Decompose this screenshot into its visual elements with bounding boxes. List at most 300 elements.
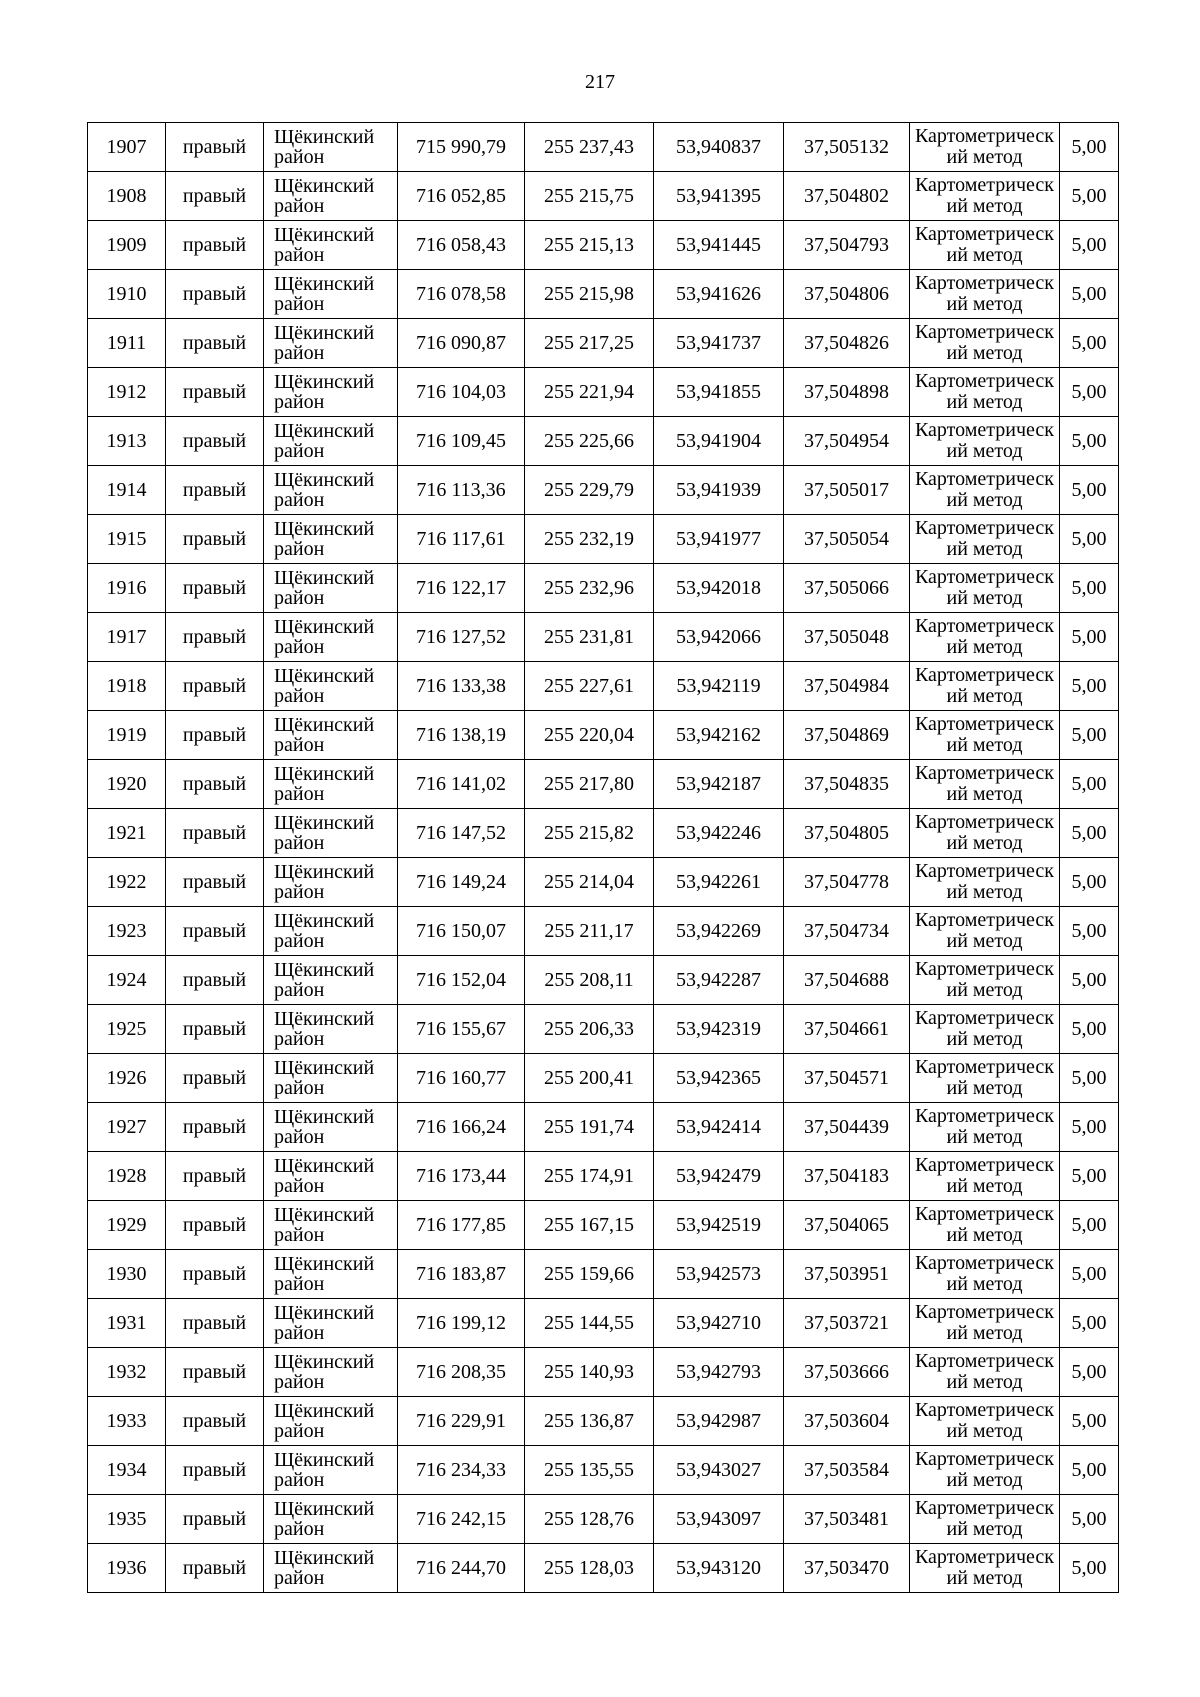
longitude-cell: 37,503721 <box>784 1299 910 1348</box>
bank-side-cell: правый <box>166 319 264 368</box>
bank-side-cell: правый <box>166 1054 264 1103</box>
longitude-cell: 37,503951 <box>784 1250 910 1299</box>
y-coordinate-cell: 255 229,79 <box>525 466 654 515</box>
district-cell: Щёкинский район <box>264 417 398 466</box>
point-number-cell: 1930 <box>88 1250 166 1299</box>
point-number-cell: 1907 <box>88 123 166 172</box>
bank-side-cell: правый <box>166 1201 264 1250</box>
longitude-cell: 37,504984 <box>784 662 910 711</box>
accuracy-cell: 5,00 <box>1060 515 1119 564</box>
method-cell: Картометрическ ий метод <box>910 1348 1060 1397</box>
x-coordinate-cell: 716 138,19 <box>398 711 525 760</box>
district-cell: Щёкинский район <box>264 1495 398 1544</box>
accuracy-cell: 5,00 <box>1060 1299 1119 1348</box>
bank-side-cell: правый <box>166 711 264 760</box>
x-coordinate-cell: 716 155,67 <box>398 1005 525 1054</box>
latitude-cell: 53,942414 <box>654 1103 784 1152</box>
x-coordinate-cell: 716 117,61 <box>398 515 525 564</box>
bank-side-cell: правый <box>166 1446 264 1495</box>
method-cell: Картометрическ ий метод <box>910 1495 1060 1544</box>
y-coordinate-cell: 255 225,66 <box>525 417 654 466</box>
point-number-cell: 1908 <box>88 172 166 221</box>
latitude-cell: 53,942319 <box>654 1005 784 1054</box>
longitude-cell: 37,504688 <box>784 956 910 1005</box>
y-coordinate-cell: 255 215,75 <box>525 172 654 221</box>
method-cell: Картометрическ ий метод <box>910 123 1060 172</box>
district-cell: Щёкинский район <box>264 368 398 417</box>
district-cell: Щёкинский район <box>264 956 398 1005</box>
point-number-cell: 1912 <box>88 368 166 417</box>
accuracy-cell: 5,00 <box>1060 221 1119 270</box>
point-number-cell: 1926 <box>88 1054 166 1103</box>
longitude-cell: 37,504065 <box>784 1201 910 1250</box>
bank-side-cell: правый <box>166 1299 264 1348</box>
method-cell: Картометрическ ий метод <box>910 564 1060 613</box>
x-coordinate-cell: 716 058,43 <box>398 221 525 270</box>
bank-side-cell: правый <box>166 1103 264 1152</box>
accuracy-cell: 5,00 <box>1060 368 1119 417</box>
x-coordinate-cell: 715 990,79 <box>398 123 525 172</box>
bank-side-cell: правый <box>166 1005 264 1054</box>
method-cell: Картометрическ ий метод <box>910 1103 1060 1152</box>
point-number-cell: 1920 <box>88 760 166 809</box>
bank-side-cell: правый <box>166 907 264 956</box>
accuracy-cell: 5,00 <box>1060 907 1119 956</box>
district-cell: Щёкинский район <box>264 1250 398 1299</box>
y-coordinate-cell: 255 221,94 <box>525 368 654 417</box>
method-cell: Картометрическ ий метод <box>910 809 1060 858</box>
method-cell: Картометрическ ий метод <box>910 1299 1060 1348</box>
table-row <box>88 613 1119 662</box>
point-number-cell: 1924 <box>88 956 166 1005</box>
method-cell: Картометрическ ий метод <box>910 368 1060 417</box>
latitude-cell: 53,941445 <box>654 221 784 270</box>
y-coordinate-cell: 255 206,33 <box>525 1005 654 1054</box>
x-coordinate-cell: 716 160,77 <box>398 1054 525 1103</box>
point-number-cell: 1911 <box>88 319 166 368</box>
table-body <box>88 123 1119 1593</box>
method-cell: Картометрическ ий метод <box>910 172 1060 221</box>
longitude-cell: 37,504826 <box>784 319 910 368</box>
latitude-cell: 53,941855 <box>654 368 784 417</box>
bank-side-cell: правый <box>166 1495 264 1544</box>
y-coordinate-cell: 255 237,43 <box>525 123 654 172</box>
point-number-cell: 1927 <box>88 1103 166 1152</box>
bank-side-cell: правый <box>166 662 264 711</box>
district-cell: Щёкинский район <box>264 466 398 515</box>
point-number-cell: 1919 <box>88 711 166 760</box>
district-cell: Щёкинский район <box>264 809 398 858</box>
x-coordinate-cell: 716 177,85 <box>398 1201 525 1250</box>
latitude-cell: 53,942187 <box>654 760 784 809</box>
method-cell: Картометрическ ий метод <box>910 417 1060 466</box>
district-cell: Щёкинский район <box>264 858 398 907</box>
point-number-cell: 1923 <box>88 907 166 956</box>
accuracy-cell: 5,00 <box>1060 1544 1119 1593</box>
x-coordinate-cell: 716 127,52 <box>398 613 525 662</box>
bank-side-cell: правый <box>166 809 264 858</box>
accuracy-cell: 5,00 <box>1060 1495 1119 1544</box>
point-number-cell: 1914 <box>88 466 166 515</box>
district-cell: Щёкинский район <box>264 123 398 172</box>
x-coordinate-cell: 716 199,12 <box>398 1299 525 1348</box>
longitude-cell: 37,503481 <box>784 1495 910 1544</box>
point-number-cell: 1915 <box>88 515 166 564</box>
point-number-cell: 1936 <box>88 1544 166 1593</box>
accuracy-cell: 5,00 <box>1060 123 1119 172</box>
district-cell: Щёкинский район <box>264 1544 398 1593</box>
y-coordinate-cell: 255 159,66 <box>525 1250 654 1299</box>
bank-side-cell: правый <box>166 172 264 221</box>
table-row <box>88 172 1119 221</box>
accuracy-cell: 5,00 <box>1060 172 1119 221</box>
y-coordinate-cell: 255 211,17 <box>525 907 654 956</box>
y-coordinate-cell: 255 232,19 <box>525 515 654 564</box>
method-cell: Картометрическ ий метод <box>910 1397 1060 1446</box>
table-row <box>88 319 1119 368</box>
bank-side-cell: правый <box>166 466 264 515</box>
latitude-cell: 53,942710 <box>654 1299 784 1348</box>
district-cell: Щёкинский район <box>264 515 398 564</box>
table-row <box>88 466 1119 515</box>
accuracy-cell: 5,00 <box>1060 564 1119 613</box>
district-cell: Щёкинский район <box>264 564 398 613</box>
method-cell: Картометрическ ий метод <box>910 1054 1060 1103</box>
method-cell: Картометрическ ий метод <box>910 1544 1060 1593</box>
longitude-cell: 37,505048 <box>784 613 910 662</box>
x-coordinate-cell: 716 166,24 <box>398 1103 525 1152</box>
longitude-cell: 37,504835 <box>784 760 910 809</box>
accuracy-cell: 5,00 <box>1060 1152 1119 1201</box>
accuracy-cell: 5,00 <box>1060 662 1119 711</box>
y-coordinate-cell: 255 140,93 <box>525 1348 654 1397</box>
table-row <box>88 1544 1119 1593</box>
longitude-cell: 37,504571 <box>784 1054 910 1103</box>
accuracy-cell: 5,00 <box>1060 809 1119 858</box>
x-coordinate-cell: 716 090,87 <box>398 319 525 368</box>
district-cell: Щёкинский район <box>264 221 398 270</box>
x-coordinate-cell: 716 244,70 <box>398 1544 525 1593</box>
bank-side-cell: правый <box>166 1152 264 1201</box>
longitude-cell: 37,504661 <box>784 1005 910 1054</box>
latitude-cell: 53,941395 <box>654 172 784 221</box>
x-coordinate-cell: 716 183,87 <box>398 1250 525 1299</box>
y-coordinate-cell: 255 231,81 <box>525 613 654 662</box>
latitude-cell: 53,941904 <box>654 417 784 466</box>
table-row <box>88 662 1119 711</box>
longitude-cell: 37,505017 <box>784 466 910 515</box>
table-row <box>88 270 1119 319</box>
bank-side-cell: правый <box>166 760 264 809</box>
table-row <box>88 760 1119 809</box>
method-cell: Картометрическ ий метод <box>910 1005 1060 1054</box>
x-coordinate-cell: 716 133,38 <box>398 662 525 711</box>
latitude-cell: 53,942066 <box>654 613 784 662</box>
point-number-cell: 1916 <box>88 564 166 613</box>
table-row <box>88 368 1119 417</box>
table-row <box>88 1397 1119 1446</box>
bank-side-cell: правый <box>166 515 264 564</box>
method-cell: Картометрическ ий метод <box>910 711 1060 760</box>
district-cell: Щёкинский район <box>264 907 398 956</box>
latitude-cell: 53,942519 <box>654 1201 784 1250</box>
accuracy-cell: 5,00 <box>1060 956 1119 1005</box>
longitude-cell: 37,503584 <box>784 1446 910 1495</box>
longitude-cell: 37,504954 <box>784 417 910 466</box>
accuracy-cell: 5,00 <box>1060 858 1119 907</box>
bank-side-cell: правый <box>166 613 264 662</box>
latitude-cell: 53,941737 <box>654 319 784 368</box>
district-cell: Щёкинский район <box>264 1348 398 1397</box>
longitude-cell: 37,503470 <box>784 1544 910 1593</box>
method-cell: Картометрическ ий метод <box>910 221 1060 270</box>
point-number-cell: 1933 <box>88 1397 166 1446</box>
latitude-cell: 53,940837 <box>654 123 784 172</box>
district-cell: Щёкинский район <box>264 1054 398 1103</box>
longitude-cell: 37,504898 <box>784 368 910 417</box>
table-row <box>88 123 1119 172</box>
latitude-cell: 53,941939 <box>654 466 784 515</box>
x-coordinate-cell: 716 149,24 <box>398 858 525 907</box>
point-number-cell: 1910 <box>88 270 166 319</box>
longitude-cell: 37,504869 <box>784 711 910 760</box>
point-number-cell: 1931 <box>88 1299 166 1348</box>
bank-side-cell: правый <box>166 1544 264 1593</box>
accuracy-cell: 5,00 <box>1060 711 1119 760</box>
table-row <box>88 1299 1119 1348</box>
method-cell: Картометрическ ий метод <box>910 613 1060 662</box>
longitude-cell: 37,504734 <box>784 907 910 956</box>
y-coordinate-cell: 255 144,55 <box>525 1299 654 1348</box>
longitude-cell: 37,504805 <box>784 809 910 858</box>
bank-side-cell: правый <box>166 1348 264 1397</box>
method-cell: Картометрическ ий метод <box>910 907 1060 956</box>
y-coordinate-cell: 255 215,82 <box>525 809 654 858</box>
x-coordinate-cell: 716 242,15 <box>398 1495 525 1544</box>
latitude-cell: 53,942479 <box>654 1152 784 1201</box>
district-cell: Щёкинский район <box>264 319 398 368</box>
method-cell: Картометрическ ий метод <box>910 1446 1060 1495</box>
accuracy-cell: 5,00 <box>1060 417 1119 466</box>
point-number-cell: 1932 <box>88 1348 166 1397</box>
accuracy-cell: 5,00 <box>1060 1201 1119 1250</box>
y-coordinate-cell: 255 200,41 <box>525 1054 654 1103</box>
latitude-cell: 53,942018 <box>654 564 784 613</box>
bank-side-cell: правый <box>166 368 264 417</box>
latitude-cell: 53,942261 <box>654 858 784 907</box>
table-row <box>88 907 1119 956</box>
district-cell: Щёкинский район <box>264 270 398 319</box>
x-coordinate-cell: 716 104,03 <box>398 368 525 417</box>
method-cell: Картометрическ ий метод <box>910 319 1060 368</box>
x-coordinate-cell: 716 147,52 <box>398 809 525 858</box>
table-row <box>88 1152 1119 1201</box>
latitude-cell: 53,942119 <box>654 662 784 711</box>
accuracy-cell: 5,00 <box>1060 466 1119 515</box>
point-number-cell: 1925 <box>88 1005 166 1054</box>
accuracy-cell: 5,00 <box>1060 760 1119 809</box>
point-number-cell: 1921 <box>88 809 166 858</box>
latitude-cell: 53,942573 <box>654 1250 784 1299</box>
latitude-cell: 53,942987 <box>654 1397 784 1446</box>
district-cell: Щёкинский район <box>264 1446 398 1495</box>
y-coordinate-cell: 255 208,11 <box>525 956 654 1005</box>
coordinates-table <box>87 122 1119 1593</box>
table-row <box>88 1005 1119 1054</box>
point-number-cell: 1928 <box>88 1152 166 1201</box>
x-coordinate-cell: 716 208,35 <box>398 1348 525 1397</box>
longitude-cell: 37,504802 <box>784 172 910 221</box>
table-row <box>88 564 1119 613</box>
y-coordinate-cell: 255 217,25 <box>525 319 654 368</box>
latitude-cell: 53,942365 <box>654 1054 784 1103</box>
longitude-cell: 37,503666 <box>784 1348 910 1397</box>
bank-side-cell: правый <box>166 564 264 613</box>
longitude-cell: 37,504793 <box>784 221 910 270</box>
y-coordinate-cell: 255 128,03 <box>525 1544 654 1593</box>
method-cell: Картометрическ ий метод <box>910 1250 1060 1299</box>
bank-side-cell: правый <box>166 221 264 270</box>
latitude-cell: 53,941626 <box>654 270 784 319</box>
x-coordinate-cell: 716 173,44 <box>398 1152 525 1201</box>
accuracy-cell: 5,00 <box>1060 1250 1119 1299</box>
latitude-cell: 53,942287 <box>654 956 784 1005</box>
accuracy-cell: 5,00 <box>1060 1103 1119 1152</box>
accuracy-cell: 5,00 <box>1060 1054 1119 1103</box>
table-row <box>88 1103 1119 1152</box>
y-coordinate-cell: 255 214,04 <box>525 858 654 907</box>
point-number-cell: 1917 <box>88 613 166 662</box>
accuracy-cell: 5,00 <box>1060 319 1119 368</box>
district-cell: Щёкинский район <box>264 1005 398 1054</box>
latitude-cell: 53,942246 <box>654 809 784 858</box>
longitude-cell: 37,504183 <box>784 1152 910 1201</box>
table-row <box>88 1054 1119 1103</box>
x-coordinate-cell: 716 229,91 <box>398 1397 525 1446</box>
bank-side-cell: правый <box>166 858 264 907</box>
method-cell: Картометрическ ий метод <box>910 515 1060 564</box>
y-coordinate-cell: 255 167,15 <box>525 1201 654 1250</box>
longitude-cell: 37,505054 <box>784 515 910 564</box>
method-cell: Картометрическ ий метод <box>910 270 1060 319</box>
bank-side-cell: правый <box>166 417 264 466</box>
method-cell: Картометрическ ий метод <box>910 956 1060 1005</box>
y-coordinate-cell: 255 128,76 <box>525 1495 654 1544</box>
x-coordinate-cell: 716 109,45 <box>398 417 525 466</box>
y-coordinate-cell: 255 227,61 <box>525 662 654 711</box>
accuracy-cell: 5,00 <box>1060 1446 1119 1495</box>
y-coordinate-cell: 255 215,98 <box>525 270 654 319</box>
x-coordinate-cell: 716 234,33 <box>398 1446 525 1495</box>
bank-side-cell: правый <box>166 1397 264 1446</box>
table-row <box>88 1348 1119 1397</box>
page-number: 217 <box>585 71 615 93</box>
district-cell: Щёкинский район <box>264 1201 398 1250</box>
x-coordinate-cell: 716 150,07 <box>398 907 525 956</box>
method-cell: Картометрическ ий метод <box>910 1152 1060 1201</box>
point-number-cell: 1929 <box>88 1201 166 1250</box>
district-cell: Щёкинский район <box>264 711 398 760</box>
point-number-cell: 1922 <box>88 858 166 907</box>
district-cell: Щёкинский район <box>264 1299 398 1348</box>
table-row <box>88 1446 1119 1495</box>
table-row <box>88 711 1119 760</box>
point-number-cell: 1918 <box>88 662 166 711</box>
y-coordinate-cell: 255 232,96 <box>525 564 654 613</box>
point-number-cell: 1935 <box>88 1495 166 1544</box>
y-coordinate-cell: 255 135,55 <box>525 1446 654 1495</box>
method-cell: Картометрическ ий метод <box>910 1201 1060 1250</box>
district-cell: Щёкинский район <box>264 662 398 711</box>
bank-side-cell: правый <box>166 123 264 172</box>
accuracy-cell: 5,00 <box>1060 1397 1119 1446</box>
point-number-cell: 1934 <box>88 1446 166 1495</box>
method-cell: Картометрическ ий метод <box>910 858 1060 907</box>
longitude-cell: 37,504778 <box>784 858 910 907</box>
y-coordinate-cell: 255 215,13 <box>525 221 654 270</box>
table-row <box>88 1250 1119 1299</box>
x-coordinate-cell: 716 078,58 <box>398 270 525 319</box>
table-row <box>88 515 1119 564</box>
y-coordinate-cell: 255 136,87 <box>525 1397 654 1446</box>
accuracy-cell: 5,00 <box>1060 270 1119 319</box>
latitude-cell: 53,943097 <box>654 1495 784 1544</box>
table-row <box>88 1201 1119 1250</box>
y-coordinate-cell: 255 217,80 <box>525 760 654 809</box>
x-coordinate-cell: 716 113,36 <box>398 466 525 515</box>
method-cell: Картометрическ ий метод <box>910 760 1060 809</box>
table-row <box>88 956 1119 1005</box>
x-coordinate-cell: 716 152,04 <box>398 956 525 1005</box>
x-coordinate-cell: 716 141,02 <box>398 760 525 809</box>
district-cell: Щёкинский район <box>264 760 398 809</box>
district-cell: Щёкинский район <box>264 1103 398 1152</box>
y-coordinate-cell: 255 191,74 <box>525 1103 654 1152</box>
accuracy-cell: 5,00 <box>1060 1348 1119 1397</box>
latitude-cell: 53,942793 <box>654 1348 784 1397</box>
x-coordinate-cell: 716 052,85 <box>398 172 525 221</box>
latitude-cell: 53,942269 <box>654 907 784 956</box>
longitude-cell: 37,505132 <box>784 123 910 172</box>
table-row <box>88 858 1119 907</box>
point-number-cell: 1913 <box>88 417 166 466</box>
bank-side-cell: правый <box>166 956 264 1005</box>
longitude-cell: 37,505066 <box>784 564 910 613</box>
bank-side-cell: правый <box>166 1250 264 1299</box>
bank-side-cell: правый <box>166 270 264 319</box>
x-coordinate-cell: 716 122,17 <box>398 564 525 613</box>
latitude-cell: 53,942162 <box>654 711 784 760</box>
method-cell: Картометрическ ий метод <box>910 662 1060 711</box>
longitude-cell: 37,503604 <box>784 1397 910 1446</box>
latitude-cell: 53,941977 <box>654 515 784 564</box>
district-cell: Щёкинский район <box>264 1397 398 1446</box>
table-row <box>88 809 1119 858</box>
point-number-cell: 1909 <box>88 221 166 270</box>
accuracy-cell: 5,00 <box>1060 613 1119 662</box>
y-coordinate-cell: 255 220,04 <box>525 711 654 760</box>
district-cell: Щёкинский район <box>264 172 398 221</box>
y-coordinate-cell: 255 174,91 <box>525 1152 654 1201</box>
table-row <box>88 1495 1119 1544</box>
table-row <box>88 417 1119 466</box>
district-cell: Щёкинский район <box>264 613 398 662</box>
longitude-cell: 37,504806 <box>784 270 910 319</box>
accuracy-cell: 5,00 <box>1060 1005 1119 1054</box>
district-cell: Щёкинский район <box>264 1152 398 1201</box>
method-cell: Картометрическ ий метод <box>910 466 1060 515</box>
latitude-cell: 53,943027 <box>654 1446 784 1495</box>
